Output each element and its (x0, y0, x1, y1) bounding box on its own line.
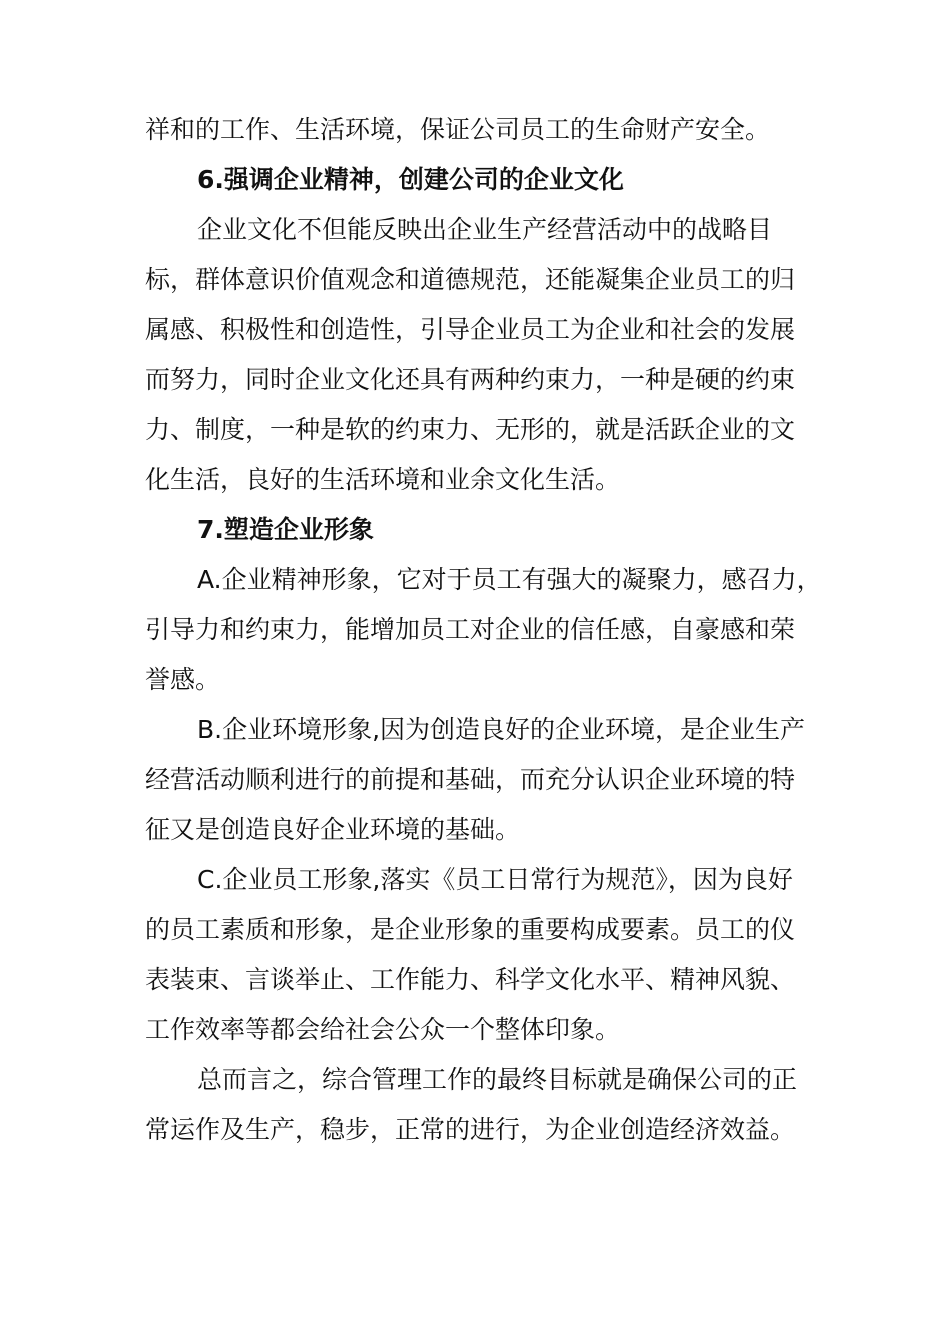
document-body (145, 105, 840, 1155)
body-line: 化生活，良好的生活环境和业余文化生活。 (145, 465, 621, 494)
body-line: 而努力，同时企业文化还具有两种约束力，一种是硬的约束 (145, 365, 796, 394)
body-line: 属感、积极性和创造性，引导企业员工为企业和社会的发展 (145, 315, 796, 344)
body-line: 经营活动顺利进行的前提和基础，而充分认识企业环境的特 (145, 765, 796, 794)
paragraph-first-line: B.企业环境形象,因为创造良好的企业环境，是企业生产 (197, 715, 806, 744)
section-heading-6: 6.强调企业精神，创建公司的企业文化 (197, 165, 624, 194)
paragraph-first-line: 企业文化不但能反映出企业生产经营活动中的战略目 (197, 215, 773, 244)
body-line: 表装束、言谈举止、工作能力、科学文化水平、精神风貌、 (145, 965, 796, 994)
paragraph-first-line: A.企业精神形象，它对于员工有强大的凝聚力，感召力， (197, 565, 822, 594)
paragraph-first-line: C.企业员工形象,落实《员工日常行为规范》，因为良好 (197, 865, 793, 894)
paragraph-first-line: 总而言之，综合管理工作的最终目标就是确保公司的正 (197, 1065, 798, 1094)
body-line: 誉感。 (145, 665, 221, 694)
body-line: 工作效率等都会给社会公众一个整体印象。 (145, 1015, 621, 1044)
body-line: 标，群体意识价值观念和道德规范，还能凝集企业员工的归 (145, 265, 796, 294)
section-heading-7: 7.塑造企业形象 (197, 515, 374, 544)
body-line: 祥和的工作、生活环境，保证公司员工的生命财产安全。 (145, 115, 771, 144)
body-line: 引导力和约束力，能增加员工对企业的信任感，自豪感和荣 (145, 615, 796, 644)
body-line: 常运作及生产，稳步，正常的进行，为企业创造经济效益。 (145, 1115, 796, 1144)
body-line: 力、制度，一种是软的约束力、无形的，就是活跃企业的文 (145, 415, 796, 444)
body-line: 征又是创造良好企业环境的基础。 (145, 815, 521, 844)
body-line: 的员工素质和形象，是企业形象的重要构成要素。员工的仪 (145, 915, 796, 944)
